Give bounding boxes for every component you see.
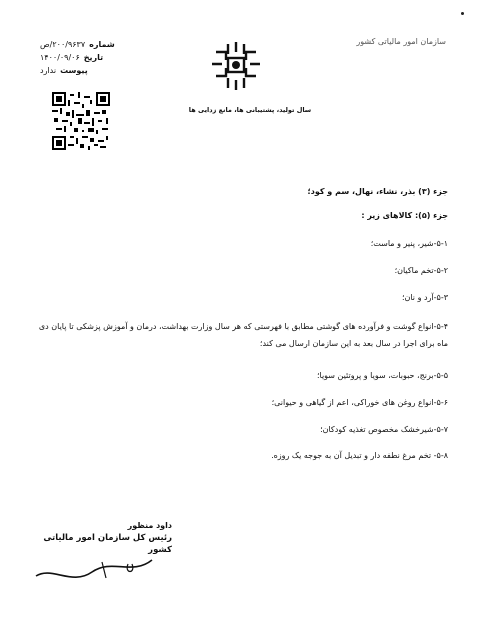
item-5-5: ۵-۵-برنج، حبوبات، سویا و پروتئین سویا؛ — [316, 371, 448, 380]
tax-organization-emblem — [206, 38, 266, 94]
signatory-name: داود منظور — [127, 521, 172, 530]
number-value: ۲۰۰/۹۶۳۷/ص — [40, 40, 86, 49]
organization-header — [336, 34, 446, 50]
item-5-1: ۵-۱-شیر، پنیر و ماست؛ — [370, 239, 448, 248]
handwritten-signature — [32, 556, 172, 582]
attachment-value: ندارد — [40, 66, 57, 75]
item-5-7: ۵-۷-شیرخشک مخصوص تغذیه کودکان؛ — [320, 425, 448, 434]
item-5-3: ۵-۳-آرد و نان؛ — [401, 293, 448, 302]
number-label: شماره — [89, 40, 115, 49]
part-3-line: جزء (۳) بذر، نشاء، نهال، سم و کود؛ — [307, 187, 448, 196]
part-5-heading: جزء (۵): کالاهای زیر : — [361, 211, 448, 220]
item-5-4: ۵-۴-انواع گوشت و فرآورده های گوشتی مطابق با فهرستی که هر سال وزارت بهداشت، درمان و آموزش پزشکی تا پایان دی ماه برای اجرا در سال بعد به این سازمان ارسال می کند؛ — [38, 322, 448, 348]
org-line-1: سازمان امور مالیاتی کشور — [356, 37, 446, 46]
year-slogan: سال تولید، پشتیبانی ها، مانع زدایی ها — [188, 106, 312, 114]
qr-code — [52, 92, 110, 150]
date-value: ۱۴۰۰/۰۹/۰۶ — [40, 53, 80, 62]
signature-block — [22, 520, 172, 582]
date-label: تاریخ — [83, 53, 104, 62]
stray-dot — [461, 12, 464, 15]
letter-meta — [40, 38, 130, 77]
item-5-6: ۵-۶-انواع روغن های خوراکی، اعم از گیاهی و حیوانی؛ — [271, 398, 448, 407]
attachment-label: پیوست — [60, 66, 88, 75]
signatory-title: رئیس کل سازمان امور مالیاتی کشور — [43, 533, 172, 555]
item-5-2: ۵-۲-تخم ماکیان؛ — [394, 266, 448, 275]
item-5-8: ۵-۸- تخم مرغ نطفه دار و تبدیل آن به جوجه یک روزه. — [271, 451, 448, 460]
